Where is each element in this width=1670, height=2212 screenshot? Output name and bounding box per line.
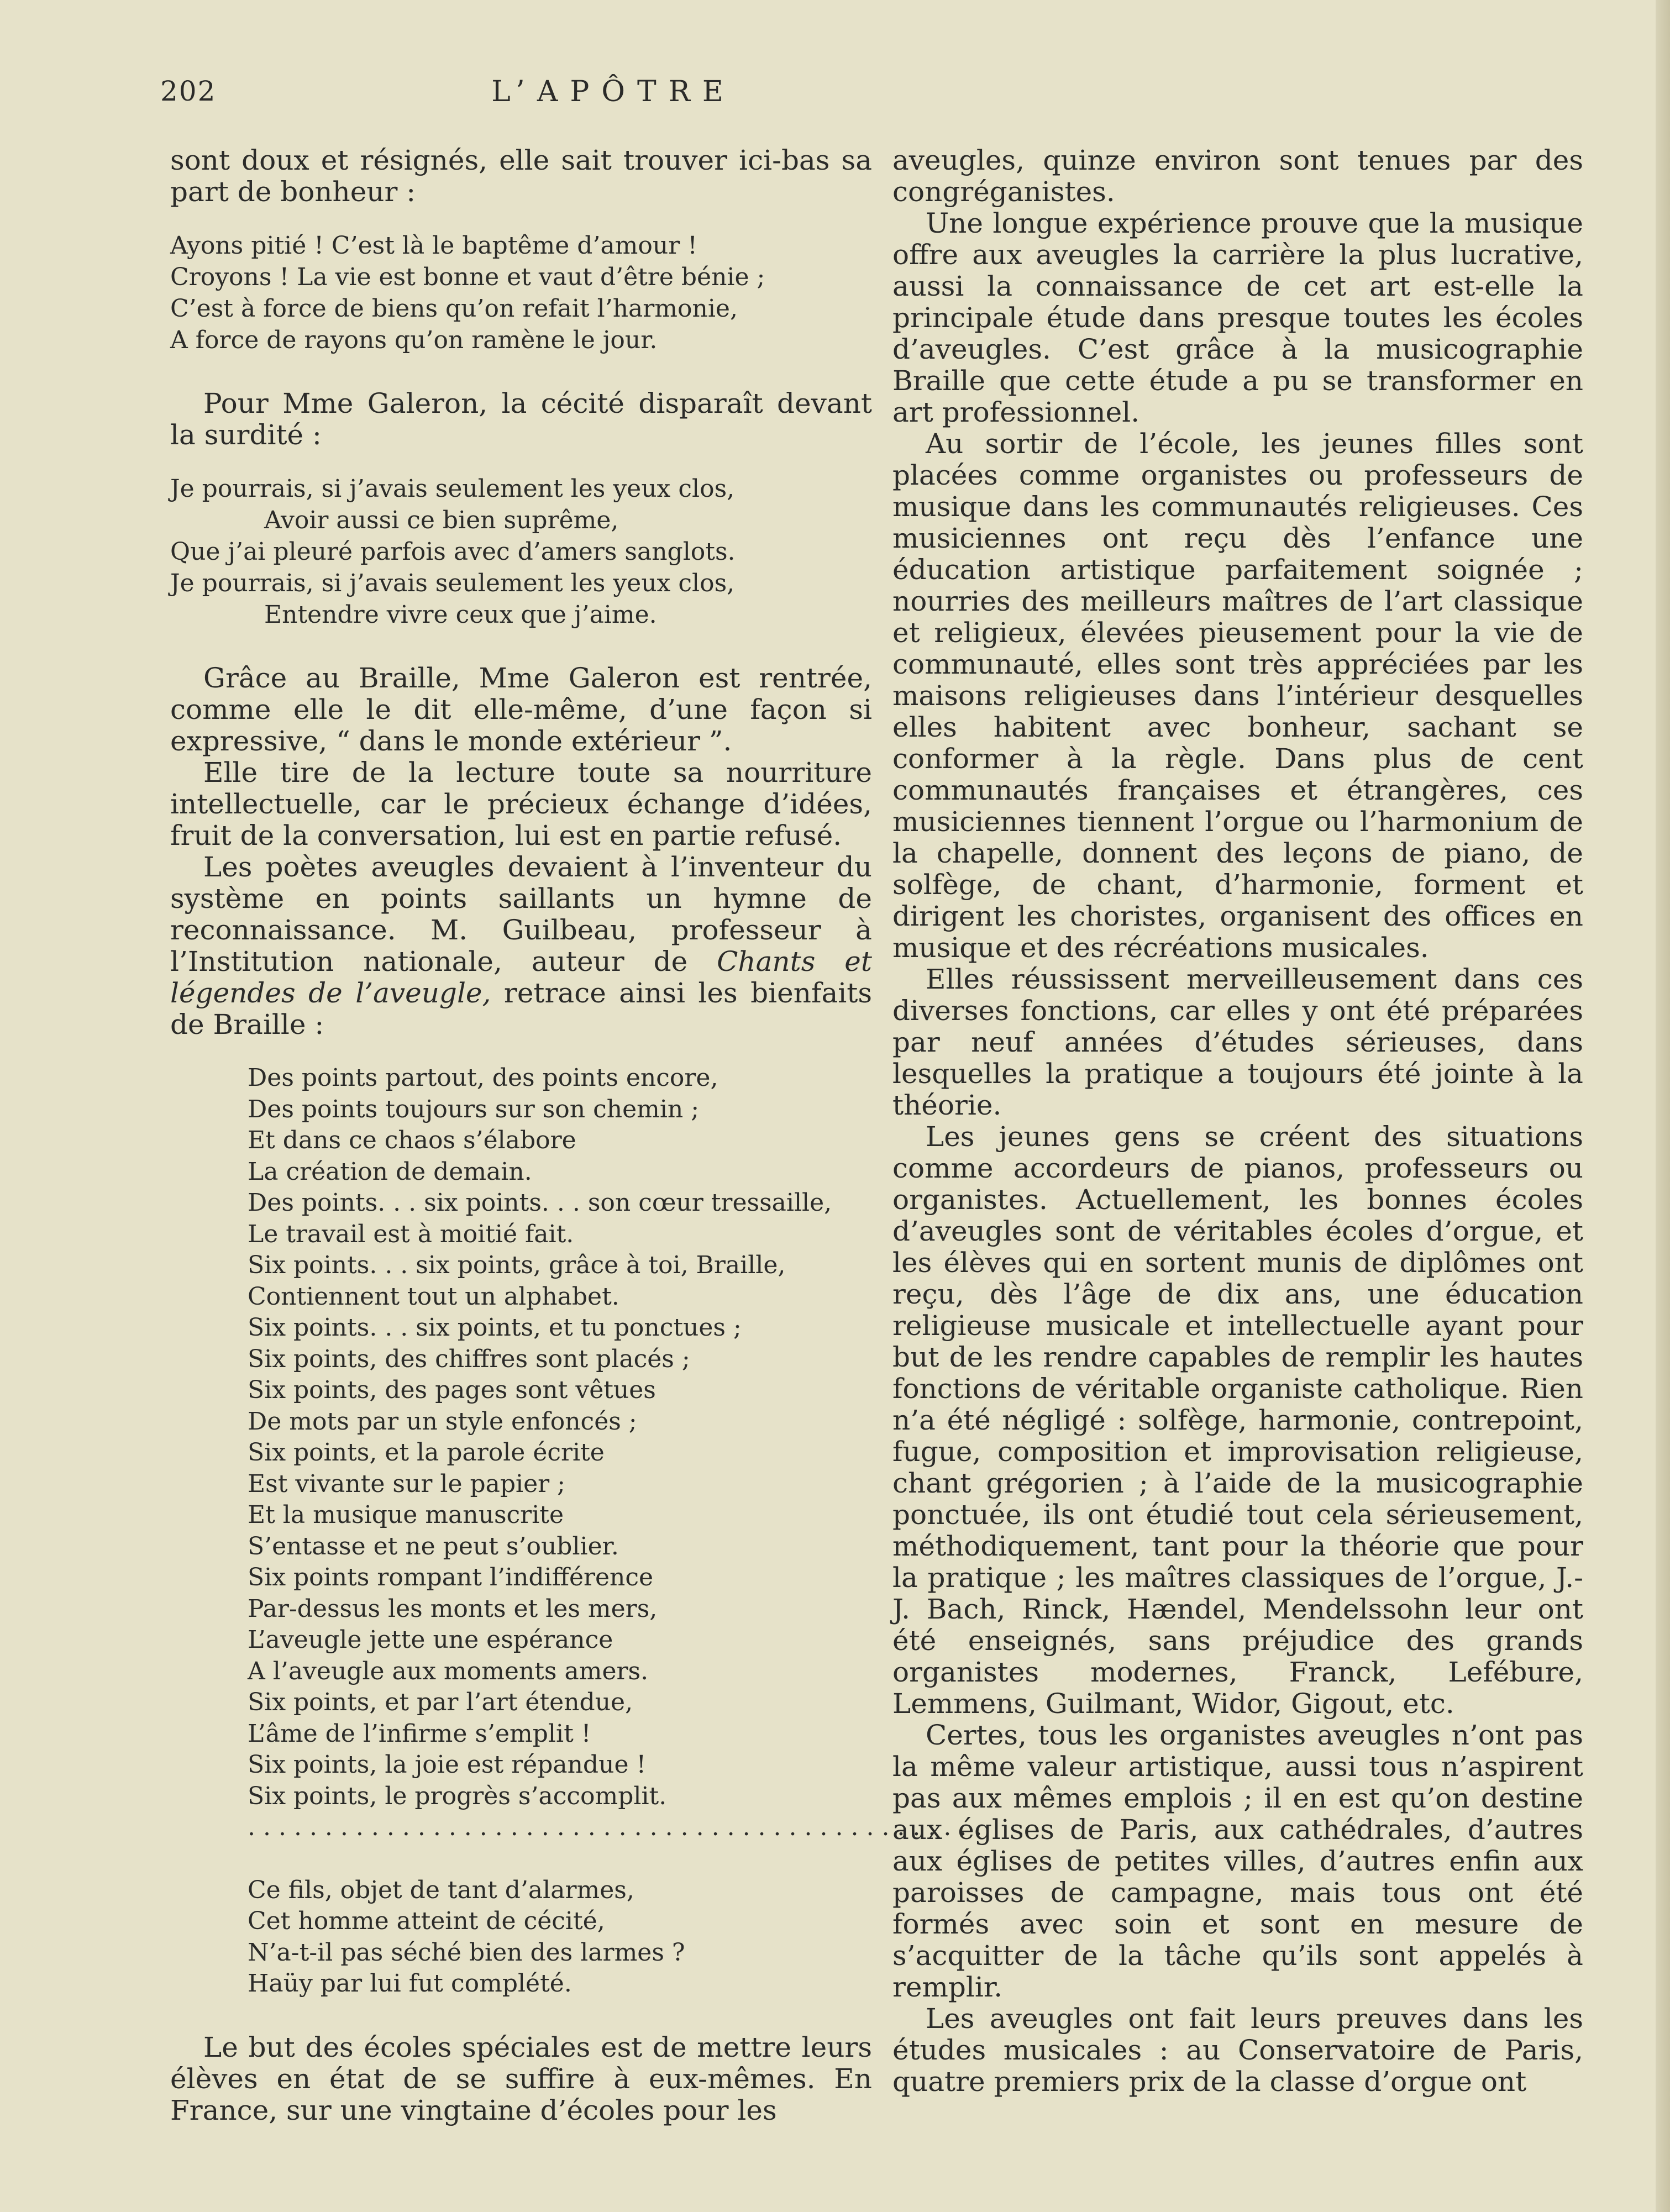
poem-line: Haüy par lui fut complété. bbox=[248, 1969, 572, 1998]
page-number: 202 bbox=[160, 75, 217, 107]
paragraph: Elle tire de la lecture toute sa nourriture intellectuelle, car le précieux échange d’idées, fruit de la conversation, lui est en partie refusé. bbox=[170, 756, 872, 852]
poem-line: L’aveugle jette une espérance bbox=[248, 1626, 613, 1654]
poem-line: Des points toujours sur son chemin ; bbox=[248, 1095, 700, 1123]
paragraph: Elles réussissent merveilleusement dans ces diverses fonctions, car elles y ont été préparées par neuf années d’études sérieuses, dans lesquelles la pratique a toujours été jointe à la théorie. bbox=[892, 963, 1583, 1121]
poem-line: Six points, la joie est répandue ! bbox=[248, 1751, 647, 1779]
poem-line: C’est à force de biens qu’on refait l’harmonie, bbox=[170, 295, 738, 323]
running-title: L’APÔTRE bbox=[491, 75, 736, 108]
paragraph: Les aveugles ont fait leurs preuves dans les études musicales : au Conservatoire de Paris, quatre premiers prix de la classe d’orgue ont bbox=[892, 2003, 1583, 2098]
right-column bbox=[892, 145, 1583, 2098]
book-title: Chants et légendes de l’aveugle, bbox=[170, 945, 872, 1009]
poem-line: Six points, des pages sont vêtues bbox=[248, 1376, 656, 1404]
poem-stanza bbox=[170, 473, 872, 631]
poem-line: Contiennent tout un alphabet. bbox=[248, 1282, 619, 1311]
paragraph: aveugles, quinze environ sont tenues par des congréganistes. bbox=[892, 144, 1583, 208]
paragraph: Le but des écoles spéciales est de mettre leurs élèves en état de se suffire à eux-mêmes. En France, sur une vingtaine d’écoles pour les bbox=[170, 2031, 872, 2126]
poem-line: Six points. . . six points, grâce à toi, Braille, bbox=[248, 1251, 786, 1279]
paragraph: Certes, tous les organistes aveugles n’ont pas la même valeur artistique, aussi tous n’aspirent pas aux mêmes emplois ; il en est qu’on destine aux églises de Paris, aux cathédrales, d’autres aux églises de petites villes, d’autres enfin aux paroisses de campagne, mais tous ont été formés avec soin et sont en mesure de s’acquitter de la tâche qu’ils sont appelés à remplir. bbox=[892, 1719, 1583, 2003]
poem-line: Six points rompant l’indifférence bbox=[248, 1563, 654, 1591]
paragraph: Grâce au Braille, Mme Galeron est rentrée, comme elle le dit elle-même, d’une façon si expressive, “ dans le monde extérieur ”. bbox=[170, 662, 872, 757]
paragraph: sont doux et résignés, elle sait trouver ici-bas sa part de bonheur : bbox=[170, 144, 872, 208]
poem-line: A l’aveugle aux moments amers. bbox=[248, 1657, 649, 1685]
poem-line: Des points partout, des points encore, bbox=[248, 1064, 718, 1092]
poem-line: Des points. . . six points. . . son cœur tressaille, bbox=[248, 1189, 832, 1217]
paragraph-text: retrace ainsi les bienfaits de Braille : bbox=[170, 977, 873, 1041]
braille-poem bbox=[248, 1063, 990, 2000]
paragraph: Les jeunes gens se créent des situations comme accordeurs de pianos, professeurs ou organistes. Actuellement, les bonnes écoles d’aveugles sont de véritables écoles d’orgue, et les élèves qui en sortent munis de diplômes ont reçu, dès l’âge de dix ans, une éducation religieuse musicale et intellectuelle ayant pour but de les rendre capables de remplir les hautes fonctions de véritable organiste catholique. Rien n’a été négligé : solfège, harmonie, contrepoint, fugue, composition et improvisation religieuse, chant grégorien ; à l’aide de la musicographie ponctuée, ils ont étudié tout cela sérieusement, méthodiquement, tant pour la théorie que pour la pratique ; les maîtres classiques de l’orgue, J.-J. Bach, Rinck, Hændel, Mendelssohn leur ont été enseignés, sans préjudice des grands organistes modernes, Franck, Lefébure, Lemmens, Guilmant, Widor, Gigout, etc. bbox=[892, 1121, 1583, 1720]
poem-line: De mots par un style enfoncés ; bbox=[248, 1407, 637, 1436]
poem-line: A force de rayons qu’on ramène le jour. bbox=[170, 326, 658, 354]
stanza-gap bbox=[248, 1843, 872, 1875]
poem-line: Six points. . . six points, et tu ponctues ; bbox=[248, 1313, 742, 1342]
poem-line: Je pourrais, si j’avais seulement les yeux clos, bbox=[170, 475, 735, 503]
paragraph: Pour Mme Galeron, la cécité disparaît devant la surdité : bbox=[170, 387, 872, 451]
poem-line: Croyons ! La vie est bonne et vaut d’être bénie ; bbox=[170, 263, 765, 291]
paragraph: Au sortir de l’école, les jeunes filles sont placées comme organistes ou professeurs de musique dans les communautés religieuses. Ces musiciennes ont reçu dès l’enfance une éducation artistique parfaitement soignée ; nourries des meilleurs maîtres de l’art classique et religieux, élevées pieusement pour la vie de communauté, elles sont très appréciées par les maisons religieuses dans l’intérieur desquelles elles habitent avec bonheur, sachant se conformer à la règle. Dans plus de cent communautés françaises et étrangères, ces musiciennes tiennent l’orgue ou l’harmonium de la chapelle, donnent des leçons de piano, de solfège, de chant, d’harmonie, forment et dirigent les choristes, organisent des offices en musique et des récréations musicales. bbox=[892, 428, 1583, 964]
poem-line: Est vivante sur le papier ; bbox=[248, 1469, 565, 1498]
poem-line: Six points, le progrès s’accomplit. bbox=[248, 1782, 667, 1810]
poem-line: Et dans ce chaos s’élabore bbox=[248, 1126, 576, 1154]
poem-line: Que j’ai pleuré parfois avec d’amers sanglots. bbox=[170, 538, 736, 566]
poem-stanza bbox=[170, 230, 872, 356]
dotted-separator: ................................................ bbox=[248, 1813, 990, 1841]
poem-line: La création de demain. bbox=[248, 1157, 532, 1186]
paragraph: Une longue expérience prouve que la musique offre aux aveugles la carrière la plus lucrative, aussi la connaissance de cet art est-elle la principale étude dans presque toutes les écoles d’aveugles. C’est grâce à la musicographie Braille que cette étude a pu se transformer en art professionnel. bbox=[892, 207, 1583, 428]
page-header bbox=[160, 75, 1000, 119]
paragraph bbox=[170, 852, 872, 1041]
left-column bbox=[170, 144, 990, 2126]
poem-line: Six points, des chiffres sont placés ; bbox=[248, 1344, 690, 1373]
poem-line: N’a-t-il pas séché bien des larmes ? bbox=[248, 1938, 685, 1967]
poem-line: Par-dessus les monts et les mers, bbox=[248, 1594, 658, 1623]
poem-line: Ce fils, objet de tant d’alarmes, bbox=[248, 1875, 634, 1904]
poem-line: Ayons pitié ! C’est là le baptême d’amour ! bbox=[170, 232, 697, 260]
poem-line: Cet homme atteint de cécité, bbox=[248, 1907, 605, 1935]
poem-line: L’âme de l’infirme s’emplit ! bbox=[248, 1719, 591, 1748]
paragraph-text: Les poètes aveugles devaient à l’inventeur du système en points saillants un hymne de reconnaissance. M. Guilbeau, professeur à l’Institution nationale, auteur de bbox=[170, 851, 872, 978]
poem-line: Le travail est à moitié fait. bbox=[248, 1220, 574, 1248]
poem-line: Avoir aussi ce bien suprême, bbox=[264, 506, 619, 534]
poem-line: Six points, et la parole écrite bbox=[248, 1438, 605, 1467]
page-edge bbox=[1656, 0, 1670, 2212]
poem-line: Et la musique manuscrite bbox=[248, 1501, 564, 1529]
poem-line: S’entasse et ne peut s’oublier. bbox=[248, 1532, 619, 1561]
poem-line: Six points, et par l’art étendue, bbox=[248, 1688, 633, 1716]
poem-line: Entendre vivre ceux que j’aime. bbox=[264, 601, 657, 629]
poem-line: Je pourrais, si j’avais seulement les yeux clos, bbox=[170, 569, 735, 597]
